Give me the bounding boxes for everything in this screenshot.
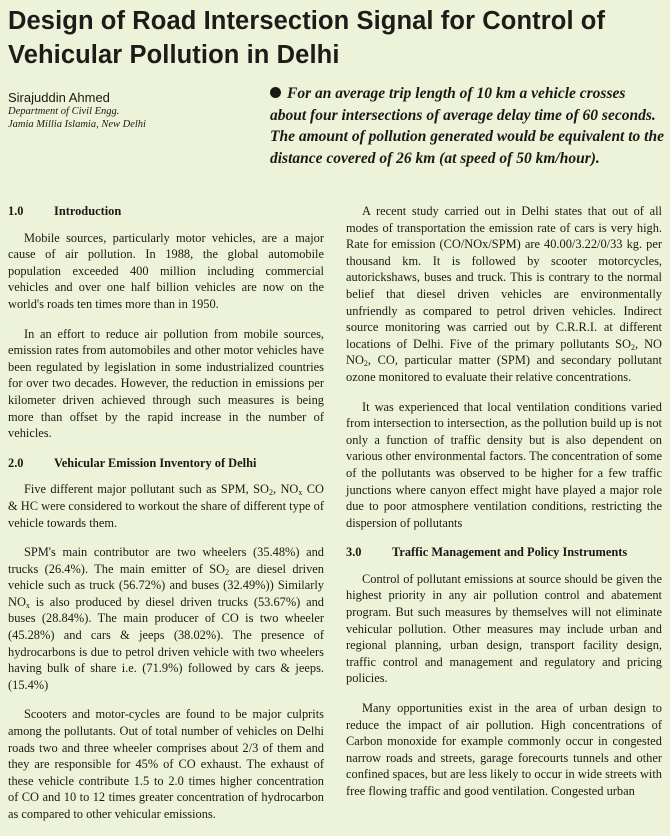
paragraph: In an effort to reduce air pollution from mobile sources, emission rates from automobiles and other motor vehicles have been regulated by legislation in some industrialized countries for over two decades. However, the reduction in emissions per kilometer driven achieved through such measures is being more than offset by the rapid increase in the number of vehicles. [8, 326, 324, 441]
paragraph: Many opportunities exist in the area of urban design to reduce the impact of air pollution. High concentrations of Carbon monoxide for example commonly occur in congested narrow roads and streets, garage forecourts tunnels and other confined spaces, but are less likely to occur in wide streets with free flowing traffic and good ventilation. Congested urban [346, 701, 662, 798]
paragraph: SPM's main contributor are two wheelers (35.48%) and trucks (26.4%). The main emitter of $SO_2$ are diesel driven vehicle such as truck (56.72%) and buses (32.49%)) Similarly $NO_x$ is also produced by diesel driven trucks (53.67%) and buses (28.84%). The main producer of CO is two wheeler (45.28%) and cars & jeeps (38.02%). The presence of hydrocarbons is due to petrol driven vehicle with two wheelers having bulk of share i.e. (71.9%) followed by cars & jeeps. (15.4%) [8, 545, 324, 692]
bullet-icon [270, 87, 281, 98]
section-number: 2.0 [8, 455, 24, 470]
section-heading-traffic-management [346, 544, 662, 561]
section-heading-emission-inventory [8, 455, 324, 472]
paragraph: Scooters and motor-cycles are found to be major culprits among the pollutants. Out of total number of vehicles on Delhi roads two and three wheeler comprises about 2/3 of them and they are responsible for 45% of CO exhaust. The exhaust of these vehicle contribute 1.5 to 2.0 times higher concentration of CO and 10 to 12 times greater concentration of hydrocarbon as compared to other vehicular emissions. [8, 707, 324, 821]
pull-quote [270, 83, 665, 169]
paragraph: A recent study carried out in Delhi states that out of all modes of transportation the emission rate of cars is very high. Rate for emission (CO/NOx/SPM) are 40.00/3.22/0/33 kg. per thousand km. It is followed by scooter motorcycles, autorickshaws, buses and truck. This is contrary to the normal belief that diesel driven vehicles are environmentally unfriendly as compared to petrol driven vehicles. Indirect source monitoring was carried out by C.R.R.I. at different locations of Delhi. Five of the primary pollutants $SO_2$, NO $NO_2$, CO, particular matter (SPM) and secondary pollutant ozone monitored to evaluate their relative concentrations. [346, 204, 662, 384]
left-column [8, 203, 324, 836]
section-heading-introduction [8, 203, 324, 220]
right-column [346, 203, 662, 813]
author-block [8, 90, 248, 131]
paragraph: Control of pollutant emissions at source should be given the highest priority in any air pollution control and abatement program. But such measures by themselves will not eliminate vehicular pollution. Other measures may include urban and regional planning, urban design, transport facility design, traffic control and management and regulatory and pricing policies. [346, 571, 662, 686]
section-title: Traffic Management and Policy Instruments [392, 545, 628, 560]
section-number: 3.0 [346, 545, 362, 560]
paragraph: Five different major pollutant such as SPM, $SO_2$, $NO_x$ CO & HC were considered to workout the share of different type of vehicle towards them. [8, 482, 325, 530]
author-department: Department of Civil Engg. [8, 106, 120, 117]
section-number: 1.0 [8, 204, 24, 218]
article-title: Design of Road Intersection Signal for Control of Vehicular Pollution in Delhi [8, 7, 606, 69]
paragraph: Mobile sources, particularly motor vehicles, are a major cause of air pollution. In 1988, the global automobile population exceeded 400 million including commercial vehicles and over one half billion vehicles are now on the world's roads ten times more than in 1950. [8, 230, 324, 311]
section-title: Vehicular Emission Inventory of Delhi [54, 455, 257, 470]
author-name: Sirajuddin Ahmed [8, 90, 110, 105]
paragraph: It was experienced that local ventilation conditions varied from intersection to intersection, as the pollution build up is not only a function of traffic density but is also dependent on various other environmental factors. The concentration of some of the pollutants was observed to be higher for a few traffic junctions where canyon effect might have played a major role due to poor atmosphere ventilation conditions, restricting the dispersion of pollutants [346, 399, 662, 530]
pull-quote-text: For an average trip length of 10 km a vehicle crosses about four intersections of average delay time of 60 seconds. The amount of pollution generated would be equivalent to the distance covered of 26 km (at speed of 50 km/hour). [270, 85, 664, 167]
author-university: Jamia Millia Islamia, New Delhi [8, 119, 146, 130]
section-title: Introduction [54, 204, 122, 218]
